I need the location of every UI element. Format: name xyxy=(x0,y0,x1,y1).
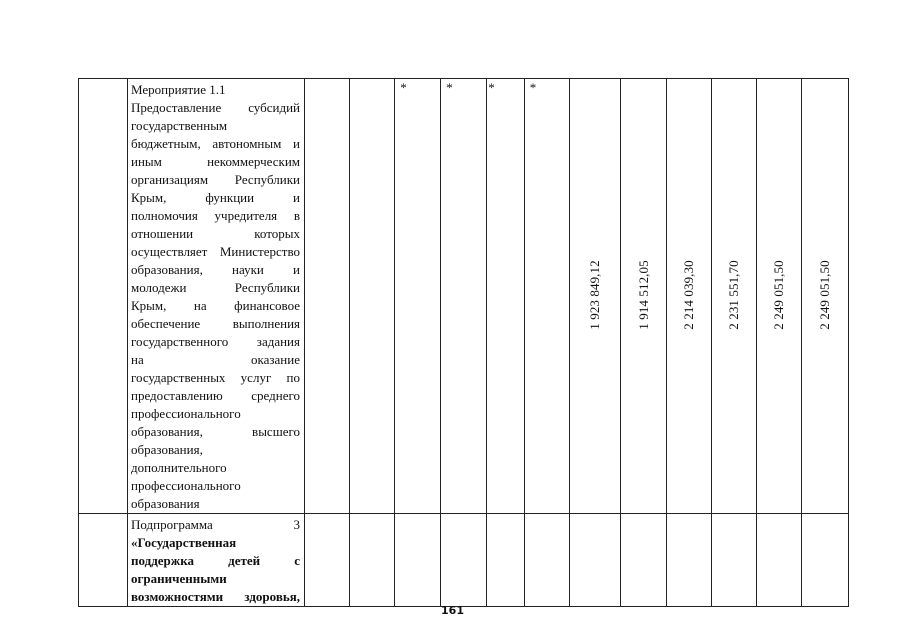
description-line: бюджетным, автономным и xyxy=(131,136,300,151)
description-line: образования xyxy=(131,496,200,511)
asterisk-marker: * xyxy=(488,80,495,95)
amount-value: 1 923 849,12 xyxy=(587,260,602,330)
amount-cell xyxy=(667,79,712,514)
description-line: предоставлению среднего xyxy=(131,388,300,403)
empty-cell xyxy=(570,514,621,607)
amount-value: 1 914 512,05 xyxy=(635,260,651,330)
asterisk-marker: * xyxy=(400,80,407,95)
amount-cell xyxy=(621,79,667,514)
subprogram-title-line xyxy=(131,516,300,534)
description-line: Крым, функции и xyxy=(131,190,300,205)
subprogram-name-line: ограниченными xyxy=(131,571,227,586)
empty-cell xyxy=(757,514,802,607)
empty-cell xyxy=(395,514,441,607)
description-line: образования, науки и xyxy=(131,262,300,277)
amount-cell xyxy=(757,79,802,514)
empty-cell xyxy=(621,514,667,607)
description-line: профессионального xyxy=(131,478,241,493)
description-line: Мероприятие 1.1 xyxy=(131,82,226,97)
marker-cell xyxy=(525,79,570,514)
activity-description-cell xyxy=(128,79,305,514)
description-line: на оказание xyxy=(131,352,300,367)
amount-value: 2 249 051,50 xyxy=(771,260,786,330)
subprogram-name-line: «Государственная xyxy=(131,535,237,550)
marker-cell xyxy=(395,79,441,514)
description-line: организациям Республики xyxy=(131,172,300,187)
description-line: дополнительного xyxy=(131,460,227,475)
description-line: Предоставление субсидий xyxy=(131,100,300,115)
empty-cell xyxy=(305,514,350,607)
amount-value: 2 214 039,30 xyxy=(681,260,696,330)
table-row xyxy=(79,514,849,607)
empty-cell xyxy=(305,79,350,514)
description-line: обеспечение выполнения xyxy=(131,316,300,331)
subprogram-number: 3 xyxy=(293,517,300,532)
page-number: 161 xyxy=(441,604,464,617)
amount-value: 2 231 551,70 xyxy=(726,260,741,330)
amount-cell xyxy=(712,79,757,514)
table-row xyxy=(79,79,849,514)
empty-cell xyxy=(350,514,395,607)
empty-cell xyxy=(802,514,849,607)
description-line: молодежи Республики xyxy=(131,280,300,295)
subprogram-label: Подпрограмма xyxy=(131,517,213,532)
marker-cell xyxy=(441,79,487,514)
number-cell xyxy=(79,79,128,514)
empty-cell xyxy=(712,514,757,607)
description-line: государственным xyxy=(131,118,228,133)
marker-cell xyxy=(487,79,525,514)
empty-cell xyxy=(350,79,395,514)
description-line: государственных услуг по xyxy=(131,370,300,385)
number-cell xyxy=(79,514,128,607)
description-line: профессионального xyxy=(131,406,241,421)
description-line: иным некоммерческим xyxy=(131,154,300,169)
asterisk-marker: * xyxy=(446,80,453,95)
description-line: полномочия учредителя в xyxy=(131,208,300,223)
empty-cell xyxy=(441,514,487,607)
description-line: отношении которых xyxy=(131,226,300,241)
amount-value: 2 249 051,50 xyxy=(817,260,832,330)
description-line: осуществляет Министерство xyxy=(131,244,300,259)
empty-cell xyxy=(667,514,712,607)
subprogram-name-line: поддержка детей с xyxy=(131,553,300,568)
description-line: Крым, на финансовое xyxy=(131,298,300,313)
subprogram-name-line: возможностями здоровья, xyxy=(131,589,300,604)
program-table xyxy=(78,78,849,607)
description-line: государственного задания xyxy=(131,334,300,349)
subprogram-cell xyxy=(128,514,305,607)
asterisk-marker: * xyxy=(529,80,537,95)
empty-cell xyxy=(525,514,570,607)
amount-cell xyxy=(802,79,849,514)
amount-cell xyxy=(570,79,621,514)
description-line: образования, xyxy=(131,442,203,457)
description-line: образования, высшего xyxy=(131,424,300,439)
empty-cell xyxy=(487,514,525,607)
